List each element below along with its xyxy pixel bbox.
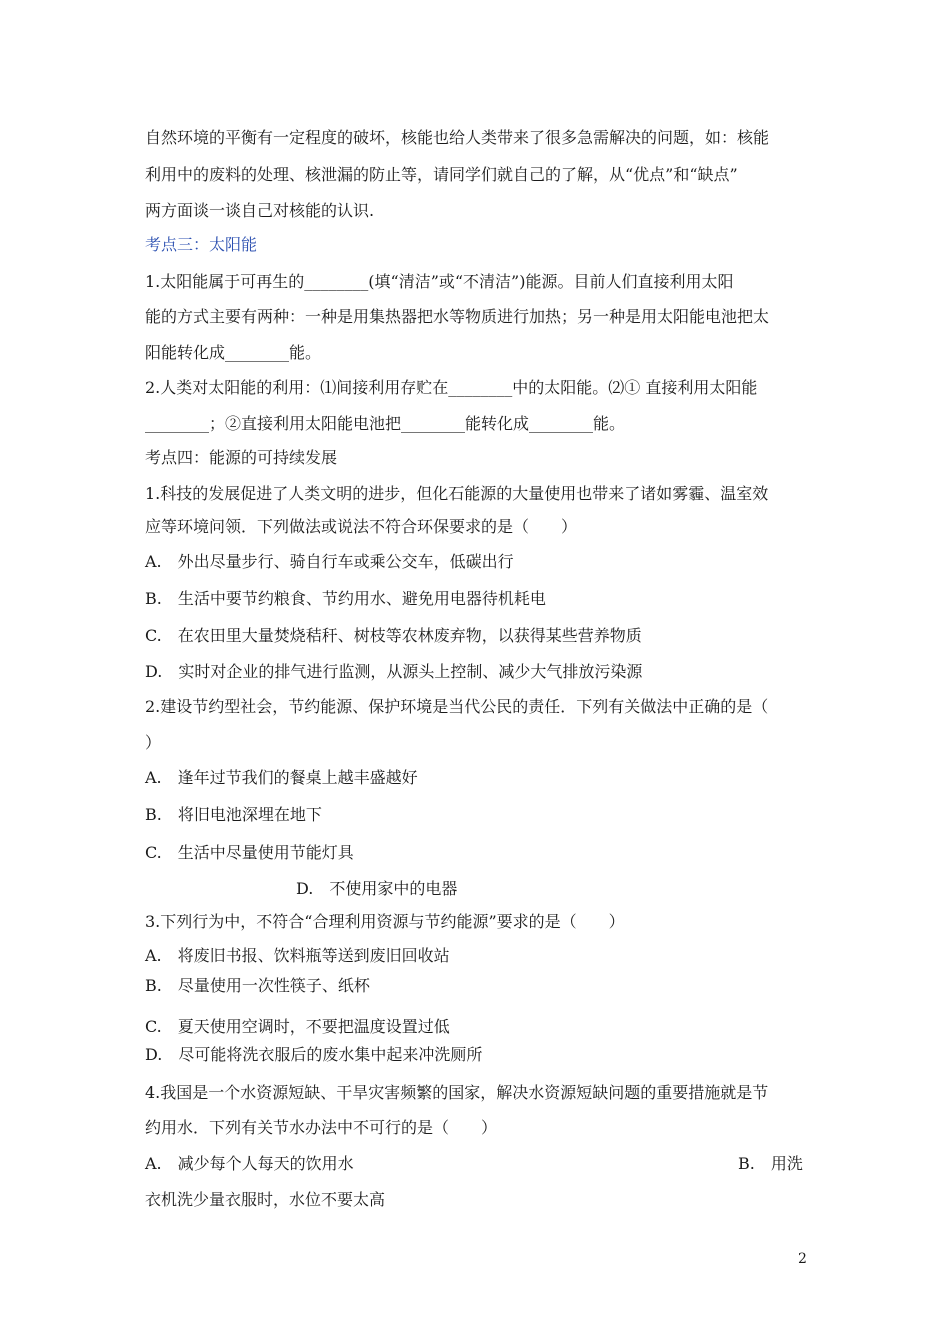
option-d: D. 实时对企业的排气进行监测，从源头上控制、减少大气排放污染源 [145,662,643,681]
question-line: 阳能转化成________能。 [145,343,322,362]
option-d: D. 尽可能将洗衣服后的废水集中起来冲洗厕所 [145,1045,483,1064]
question-line: 3.下列行为中，不符合“合理利用资源与节约能源”要求的是（ ） [145,912,625,931]
option-d: D. 不使用家中的电器 [296,879,458,898]
section-4-heading: 考点四：能源的可持续发展 [145,448,338,467]
question-line: ________；②直接利用太阳能电池把________能转化成________能。 [145,414,626,433]
option-c: C. 夏天使用空调时，不要把温度设置过低 [145,1017,450,1036]
intro-line-2: 利用中的废料的处理、核泄漏的防止等，请同学们就自己的了解，从“优点”和“缺点” [145,165,738,184]
option-a: A. 将废旧书报、饮料瓶等送到废旧回收站 [145,946,450,965]
question-line: 4.我国是一个水资源短缺、干旱灾害频繁的国家，解决水资源短缺问题的重要措施就是节 [145,1083,769,1102]
question-line: 2.人类对太阳能的利用：⑴间接利用存贮在________中的太阳能。⑵① 直接利用太阳能 [145,378,758,397]
question-line: 1.太阳能属于可再生的________(填“清洁”或“不清洁”)能源。目前人们直接利用太阳 [145,272,734,291]
option-c: C. 生活中尽量使用节能灯具 [145,843,354,862]
question-line: 能的方式主要有两种：一种是用集热器把水等物质进行加热；另一种是用太阳能电池把太 [145,307,770,326]
option-b-continued: 衣机洗少量衣服时，水位不要太高 [145,1190,386,1209]
option-b-start: B. 用洗 [738,1154,803,1173]
option-a: A. 逢年过节我们的餐桌上越丰盛越好 [145,768,418,787]
question-line: 约用水．下列有关节水办法中不可行的是（ ） [145,1118,498,1137]
question-line: 应等环境问领．下列做法或说法不符合环保要求的是（ ） [145,517,578,536]
option-a: A. 减少每个人每天的饮用水 [145,1154,354,1173]
intro-line-3: 两方面谈一谈自己对核能的认识. [145,201,375,220]
option-a: A. 外出尽量步行、骑自行车或乘公交车，低碳出行 [145,552,514,571]
question-line: 1.科技的发展促进了人类文明的进步，但化石能源的大量使用也带来了诸如雾霾、温室效 [145,484,769,503]
intro-line-1: 自然环境的平衡有一定程度的破坏，核能也给人类带来了很多急需解决的问题，如：核能 [145,128,770,147]
page-number: 2 [798,1251,807,1267]
question-line: 2.建设节约型社会，节约能源、保护环境是当代公民的责任．下列有关做法中正确的是（ [145,697,769,716]
option-b: B. 尽量使用一次性筷子、纸杯 [145,976,370,995]
section-3-heading: 考点三：太阳能 [145,235,258,254]
option-b: B. 将旧电池深埋在地下 [145,805,322,824]
question-line: ） [145,733,162,752]
option-c: C. 在农田里大量焚烧秸秆、树枝等农林废弃物，以获得某些营养物质 [145,626,642,645]
option-b: B. 生活中要节约粮食、节约用水、避免用电器待机耗电 [145,589,546,608]
